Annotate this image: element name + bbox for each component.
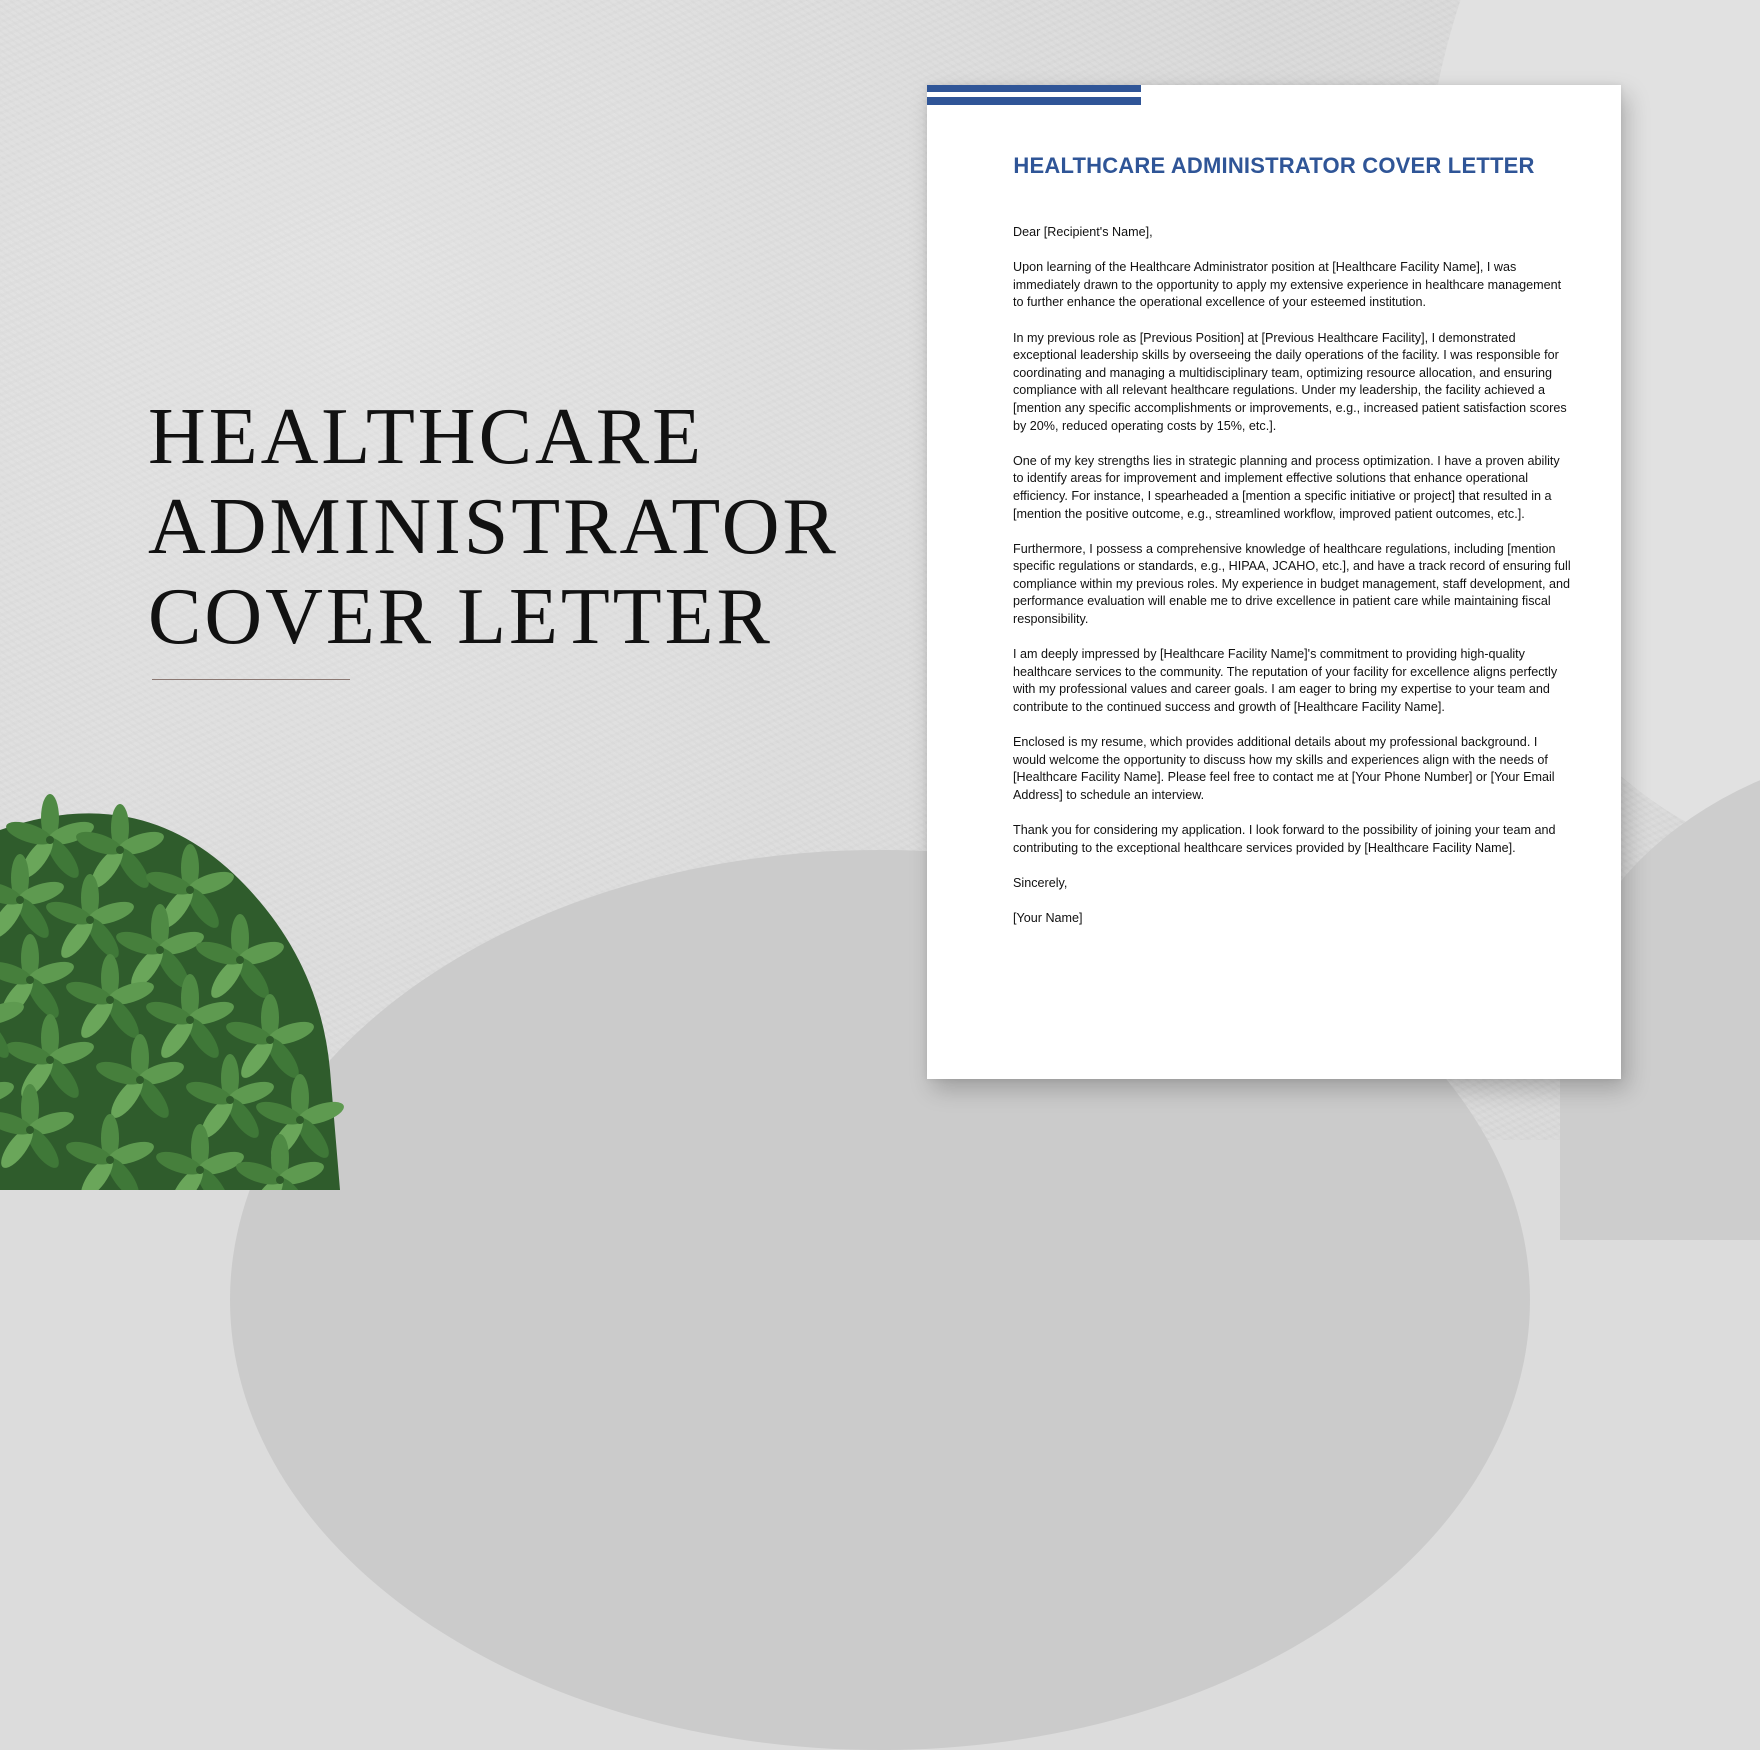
paragraph-6: Enclosed is my resume, which provides additional details about my professional background. I would welcome the opportunity to discuss how my skills and experiences align with the needs of [Healthcare Facility Name]. Please feel free to contact me at [Your Phone Number] or [Your Email Address] to schedule an interview.: [1013, 735, 1555, 802]
paragraph-7: Thank you for considering my application. I look forward to the possibility of joining your team and contributing to the exceptional healthcare services provided by [Healthcare Facility Name].: [1013, 823, 1556, 855]
document-title: HEALTHCARE ADMINISTRATOR COVER LETTER: [1013, 153, 1535, 178]
closing: Sincerely,: [1013, 875, 1068, 890]
letter-body: [1013, 224, 1573, 945]
hero-title-line-1: HEALTHCARE: [148, 393, 704, 481]
paragraph-3: One of my key strengths lies in strategic planning and process optimization. I have a proven ability to identify areas for improvement and implement effective solutions that enhance operational efficiency. For instance, I spearheaded a [mention a specific initiative or project] that resulted in a [mention the positive outcome, e.g., streamlined workflow, improved patient outcomes, etc.].: [1013, 453, 1560, 521]
hero-divider: [152, 679, 350, 680]
hero-title-line-2: ADMINISTRATOR: [148, 483, 839, 571]
signature: [Your Name]: [1013, 911, 1083, 926]
hero-title: [148, 392, 839, 662]
cover-letter-page: [927, 85, 1621, 1079]
paragraph-5: I am deeply impressed by [Healthcare Facility Name]'s commitment to providing high-quality healthcare services to the community. The reputation of your facility for excellence aligns perfectly with my professional values and career goals. I am eager to bring my expertise to your team and contribute to the continued success and growth of [Healthcare Facility Name].: [1013, 647, 1558, 715]
hero-title-line-3: COVER LETTER: [148, 573, 773, 661]
paragraph-2: In my previous role as [Previous Position] at [Previous Healthcare Facility], I demonstrated exceptional leadership skills by overseeing the daily operations of the facility. I was responsible for coordinating and managing a multidisciplinary team, optimizing resource allocation, and ensuring compliance with all relevant healthcare regulations. Under my leadership, the facility achieved a [mention any specific accomplishments or improvements, e.g., increased patient satisfaction scores by 20%, reduced operating costs by 15%, etc.].: [1013, 330, 1567, 433]
accent-bar-bottom: [927, 97, 1141, 105]
plant-icon: [0, 770, 360, 1190]
paragraph-1: Upon learning of the Healthcare Administrator position at [Healthcare Facility Name], I was immediately drawn to the opportunity to apply my extensive experience in healthcare management to further enhance the operational excellence of your esteemed institution.: [1013, 260, 1562, 310]
accent-bar-top: [927, 85, 1141, 92]
paragraph-4: Furthermore, I possess a comprehensive knowledge of healthcare regulations, including [mention specific regulations or standards, e.g., HIPAA, JCAHO, etc.], and have a track record of ensuring full compliance within my previous roles. My experience in budget management, staff development, and performance evaluation will enable me to drive excellence in patient care while maintaining fiscal responsibility.: [1013, 541, 1571, 627]
salutation: Dear [Recipient's Name],: [1013, 225, 1153, 239]
